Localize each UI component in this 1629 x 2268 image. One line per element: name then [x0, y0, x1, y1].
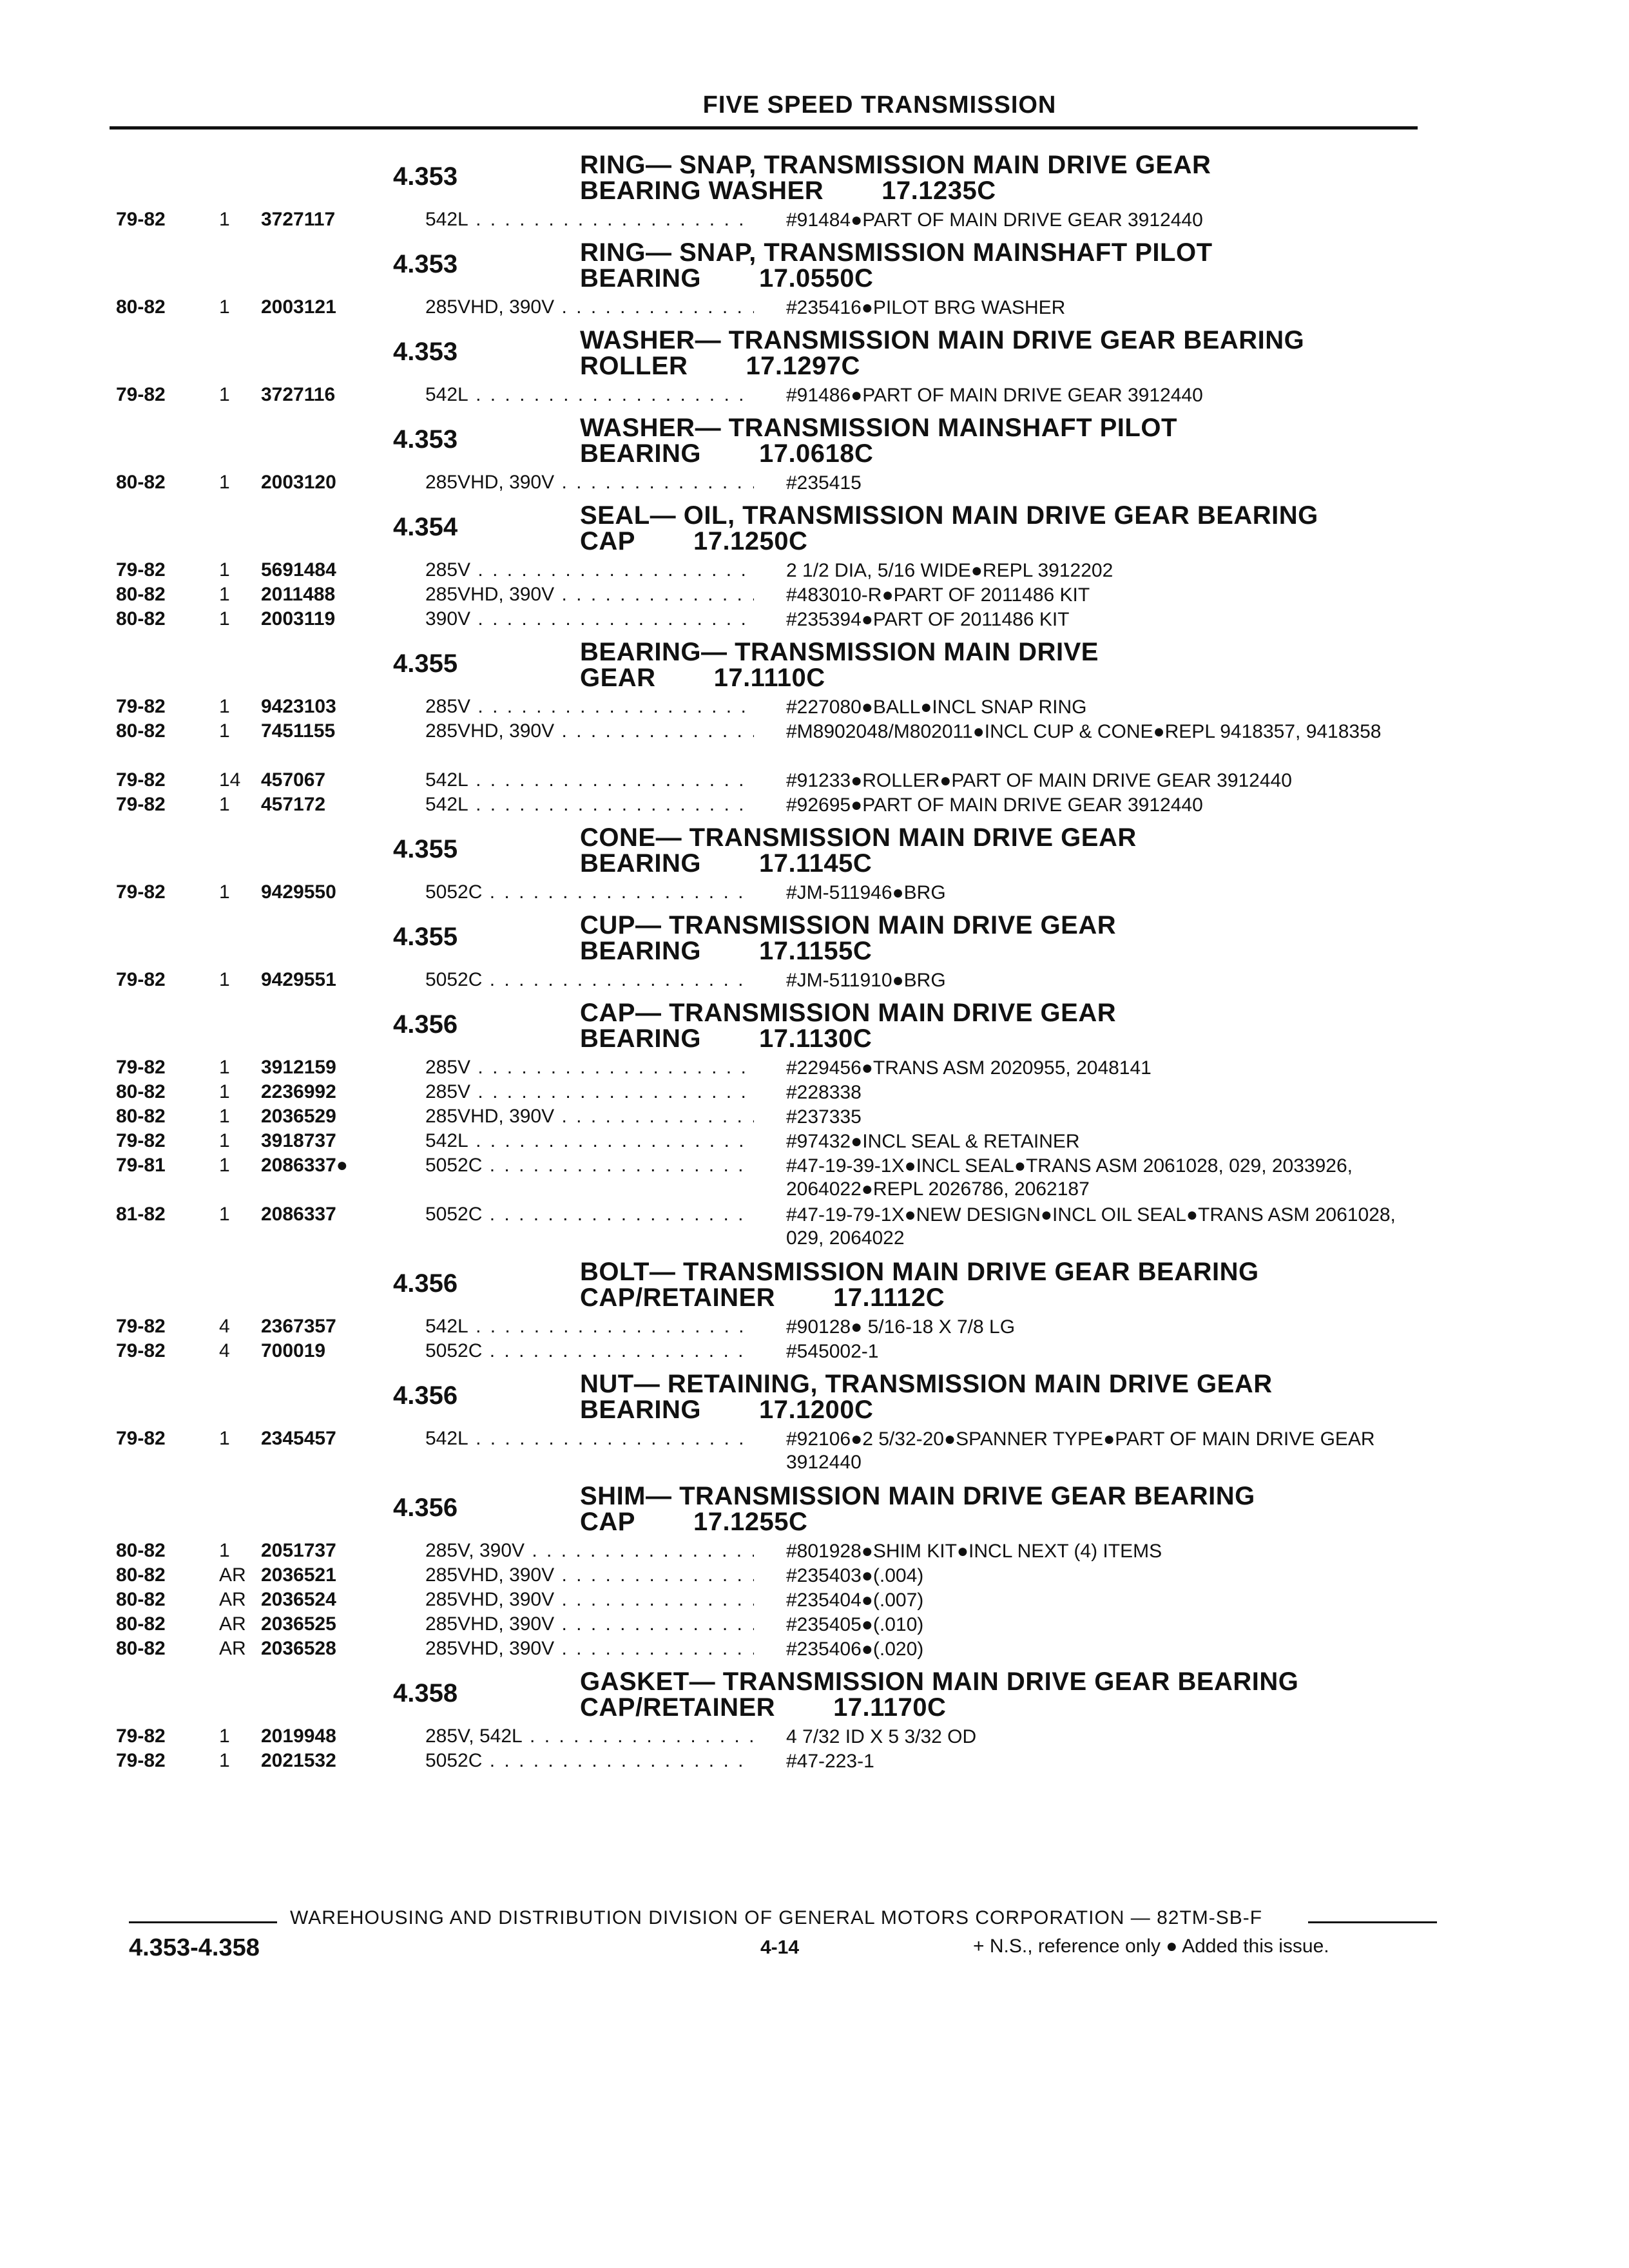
section-title-line2	[580, 938, 1116, 964]
part-description: #228338	[786, 1082, 862, 1103]
section-title-line1: CAP— TRANSMISSION MAIN DRIVE GEAR	[580, 999, 1117, 1027]
model-years: 80-82	[116, 1540, 166, 1561]
section-number: 4.353	[393, 338, 458, 366]
parts-section	[0, 240, 1629, 327]
model-years: 80-82	[116, 584, 166, 605]
part-description: #237335	[786, 1106, 862, 1128]
section-title-line2	[580, 1397, 1273, 1423]
section-title	[580, 1669, 1298, 1720]
table-row	[0, 1589, 1629, 1613]
part-description: #47-19-39-1X●INCL SEAL●TRANS ASM 2061028, 029, 2033926, 2064022●REPL 2026786, 2062187	[786, 1155, 1353, 1200]
part-number: 2003119	[261, 608, 336, 629]
section-title-line2-text: CAP/RETAINER	[580, 1693, 776, 1722]
model-years: 79-82	[116, 209, 166, 230]
part-number: 2367357	[261, 1316, 336, 1337]
parts-section	[0, 415, 1629, 503]
section-title	[580, 912, 1116, 964]
quantity: 1	[219, 1540, 230, 1561]
model-applicability: 285VHD, 390V . . .	[425, 472, 754, 494]
model-years: 79-82	[116, 1130, 166, 1151]
section-code: 17.0550C	[758, 264, 874, 293]
section-number: 4.356	[393, 1269, 458, 1298]
table-row	[0, 1081, 1629, 1106]
quantity: AR	[219, 1613, 246, 1635]
part-description: #235394●PART OF 2011486 KIT	[786, 609, 1070, 630]
part-number: 2036528	[261, 1638, 336, 1659]
model-applicability: 285VHD, 390V . . .	[425, 720, 754, 742]
page-title: FIVE SPEED TRANSMISSION	[702, 91, 1057, 119]
section-number: 4.355	[393, 923, 458, 951]
section-title	[580, 639, 1099, 691]
section-title-line2	[580, 1509, 1255, 1535]
quantity: 1	[219, 696, 230, 717]
section-title-line2	[580, 178, 1211, 204]
section-number: 4.354	[393, 513, 458, 541]
model-applicability: 5052C . . .	[425, 969, 754, 991]
quantity: 14	[219, 769, 241, 791]
parts-section	[0, 825, 1629, 912]
section-title-line1: CONE— TRANSMISSION MAIN DRIVE GEAR	[580, 823, 1137, 852]
quantity: 1	[219, 1081, 230, 1102]
section-header	[0, 327, 1629, 384]
part-description: #229456●TRANS ASM 2020955, 2048141	[786, 1057, 1152, 1079]
section-title-line2-text: BEARING	[580, 439, 701, 468]
part-number: 457172	[261, 794, 326, 815]
table-row	[0, 1204, 1629, 1253]
parts-section	[0, 639, 1629, 825]
quantity: 1	[219, 1155, 230, 1176]
quantity: 1	[219, 1725, 230, 1747]
section-title-line1: CUP— TRANSMISSION MAIN DRIVE GEAR	[580, 911, 1117, 939]
part-number: 7451155	[261, 720, 336, 742]
part-number: 3912159	[261, 1057, 336, 1078]
quantity: 1	[219, 584, 230, 605]
section-header	[0, 1259, 1629, 1316]
part-number: 2036525	[261, 1613, 336, 1635]
table-row	[0, 608, 1629, 633]
section-code: 17.1130C	[758, 1024, 872, 1053]
quantity: 1	[219, 969, 230, 990]
section-code: 17.1170C	[833, 1693, 947, 1722]
model-years: 79-82	[116, 1428, 166, 1449]
section-title-line2	[580, 528, 1318, 554]
part-number: 3727116	[261, 384, 336, 405]
footer-section-range: 4.353-4.358	[129, 1934, 260, 1961]
part-description: #47-223-1	[786, 1751, 874, 1772]
quantity: 4	[219, 1340, 230, 1361]
part-number: 9429551	[261, 969, 336, 990]
section-number: 4.356	[393, 1494, 458, 1522]
section-title	[580, 1371, 1273, 1423]
quantity: 1	[219, 720, 230, 742]
part-number: 2021532	[261, 1750, 336, 1771]
model-years: 79-82	[116, 881, 166, 903]
section-title-line2	[580, 441, 1177, 466]
part-description: #235406●(.020)	[786, 1639, 924, 1660]
model-applicability: 542L . . .	[425, 1130, 754, 1152]
model-applicability: 390V . . .	[425, 608, 754, 630]
part-number: 3918737	[261, 1130, 336, 1151]
model-applicability: 285V . . .	[425, 1057, 754, 1079]
table-row	[0, 696, 1629, 720]
quantity: 1	[219, 209, 230, 230]
quantity: 1	[219, 559, 230, 581]
section-header	[0, 1669, 1629, 1725]
model-applicability: 285VHD, 390V . . .	[425, 1589, 754, 1611]
model-applicability: 285VHD, 390V . . .	[425, 1613, 754, 1635]
part-number: 2003120	[261, 472, 336, 493]
table-row	[0, 1057, 1629, 1081]
parts-section	[0, 503, 1629, 639]
part-description: #235416●PILOT BRG WASHER	[786, 297, 1066, 318]
section-title-line2-text: CAP/RETAINER	[580, 1283, 776, 1312]
section-number: 4.356	[393, 1010, 458, 1039]
section-title-line2-text: GEAR	[580, 664, 656, 692]
part-number: 2086337●	[261, 1155, 348, 1176]
model-applicability: 285VHD, 390V . . .	[425, 1638, 754, 1660]
part-number: 2019948	[261, 1725, 336, 1747]
part-number: 700019	[261, 1340, 326, 1361]
parts-list	[0, 152, 1629, 1781]
parts-section	[0, 1371, 1629, 1483]
model-years: 80-82	[116, 472, 166, 493]
section-title-line1: RING— SNAP, TRANSMISSION MAINSHAFT PILOT	[580, 238, 1213, 267]
model-applicability: 285VHD, 390V . . .	[425, 296, 754, 318]
section-title-line1: WASHER— TRANSMISSION MAINSHAFT PILOT	[580, 414, 1177, 442]
part-description: #JM-511946●BRG	[786, 882, 946, 903]
part-description: #47-19-79-1X●NEW DESIGN●INCL OIL SEAL●TRANS ASM 2061028, 029, 2064022	[786, 1204, 1396, 1249]
section-title-line2-text: BEARING	[580, 1396, 701, 1424]
table-row	[0, 720, 1629, 769]
model-years: 80-82	[116, 1081, 166, 1102]
table-row	[0, 1613, 1629, 1638]
model-years: 79-82	[116, 1725, 166, 1747]
section-code: 17.0618C	[758, 439, 874, 468]
section-header	[0, 912, 1629, 969]
parts-section	[0, 1000, 1629, 1259]
part-number: 2011488	[261, 584, 336, 605]
part-number: 9423103	[261, 696, 336, 717]
footer-rule-right	[1308, 1921, 1437, 1923]
section-title-line2	[580, 1026, 1116, 1052]
parts-section	[0, 327, 1629, 415]
model-years: 79-82	[116, 1750, 166, 1771]
part-number: 2051737	[261, 1540, 336, 1561]
parts-section	[0, 912, 1629, 1000]
section-header	[0, 1000, 1629, 1057]
model-years: 79-82	[116, 769, 166, 791]
part-number: 2086337	[261, 1204, 336, 1225]
quantity: 1	[219, 794, 230, 815]
part-number: 2036521	[261, 1564, 336, 1586]
part-description: #235403●(.004)	[786, 1565, 924, 1586]
footer-division: WAREHOUSING AND DISTRIBUTION DIVISION OF GENERAL MOTORS CORPORATION — 82TM-SB-F	[290, 1907, 1263, 1928]
table-row	[0, 1316, 1629, 1340]
section-header	[0, 825, 1629, 881]
part-description: 2 1/2 DIA, 5/16 WIDE●REPL 3912202	[786, 560, 1113, 581]
model-applicability: 285V . . .	[425, 1081, 754, 1103]
quantity: 1	[219, 1130, 230, 1151]
part-description: #235405●(.010)	[786, 1614, 924, 1635]
section-title-line2-text: CAP	[580, 527, 635, 555]
table-row	[0, 559, 1629, 584]
section-title-line2	[580, 665, 1099, 691]
section-number: 4.355	[393, 649, 458, 678]
table-row	[0, 384, 1629, 408]
section-title-line2-text: BEARING	[580, 849, 701, 878]
quantity: 1	[219, 881, 230, 903]
part-description: #801928●SHIM KIT●INCL NEXT (4) ITEMS	[786, 1541, 1162, 1562]
model-applicability: 542L . . .	[425, 1316, 754, 1338]
part-number: 2345457	[261, 1428, 336, 1449]
model-years: 81-82	[116, 1204, 166, 1225]
section-title-line1: SHIM— TRANSMISSION MAIN DRIVE GEAR BEARING	[580, 1482, 1255, 1510]
footer-note: + N.S., reference only ● Added this issue.	[973, 1936, 1329, 1957]
section-code: 17.1145C	[758, 849, 872, 878]
model-applicability: 285V, 542L . . .	[425, 1725, 754, 1747]
section-code: 17.1155C	[758, 937, 872, 965]
model-applicability: 285VHD, 390V . . .	[425, 1106, 754, 1128]
part-description: #235404●(.007)	[786, 1590, 924, 1611]
model-years: 80-82	[116, 720, 166, 742]
model-years: 80-82	[116, 1613, 166, 1635]
table-row	[0, 881, 1629, 906]
model-years: 79-82	[116, 794, 166, 815]
section-title-line2	[580, 1695, 1298, 1720]
section-code: 17.1112C	[833, 1283, 945, 1312]
section-title-line2	[580, 1285, 1259, 1311]
table-row	[0, 1638, 1629, 1662]
model-applicability: 542L . . .	[425, 794, 754, 816]
part-description: #JM-511910●BRG	[786, 970, 946, 991]
quantity: AR	[219, 1638, 246, 1659]
model-years: 79-82	[116, 559, 166, 581]
footer-rule-left	[129, 1921, 277, 1923]
section-title	[580, 1259, 1259, 1311]
section-title-line2	[580, 850, 1137, 876]
part-number: 2036524	[261, 1589, 336, 1610]
part-description: #545002-1	[786, 1341, 879, 1362]
section-title-line2-text: BEARING	[580, 937, 701, 965]
model-years: 80-82	[116, 1638, 166, 1659]
part-description: #483010-R●PART OF 2011486 KIT	[786, 584, 1090, 606]
model-applicability: 5052C . . .	[425, 1750, 754, 1772]
quantity: 1	[219, 1057, 230, 1078]
table-row	[0, 1130, 1629, 1155]
model-years: 79-81	[116, 1155, 166, 1176]
section-number: 4.355	[393, 835, 458, 863]
model-applicability: 542L . . .	[425, 769, 754, 791]
quantity: 1	[219, 1750, 230, 1771]
model-applicability: 285V . . .	[425, 696, 754, 718]
section-title-line2	[580, 265, 1213, 291]
section-title	[580, 152, 1211, 204]
section-number: 4.358	[393, 1679, 458, 1707]
model-years: 80-82	[116, 1564, 166, 1586]
section-title	[580, 1000, 1116, 1052]
section-code: 17.1255C	[693, 1508, 808, 1536]
model-applicability: 5052C . . .	[425, 881, 754, 903]
part-number: 2036529	[261, 1106, 336, 1127]
model-years: 79-82	[116, 384, 166, 405]
parts-section	[0, 152, 1629, 240]
model-applicability: 285V, 390V . . .	[425, 1540, 754, 1562]
section-title	[580, 240, 1213, 291]
section-code: 17.1250C	[693, 527, 808, 555]
table-row	[0, 1155, 1629, 1204]
model-applicability: 5052C . . .	[425, 1204, 754, 1225]
part-number: 457067	[261, 769, 326, 791]
table-row	[0, 1564, 1629, 1589]
section-title-line1: SEAL— OIL, TRANSMISSION MAIN DRIVE GEAR BEARING	[580, 501, 1318, 530]
section-header	[0, 152, 1629, 209]
quantity: AR	[219, 1564, 246, 1586]
footer-page-number: 4-14	[760, 1937, 800, 1958]
section-title-line1: GASKET— TRANSMISSION MAIN DRIVE GEAR BEARING	[580, 1667, 1299, 1696]
section-title-line1: RING— SNAP, TRANSMISSION MAIN DRIVE GEAR	[580, 151, 1211, 179]
quantity: 1	[219, 296, 230, 318]
section-header	[0, 1371, 1629, 1428]
section-title-line2-text: BEARING	[580, 1024, 701, 1053]
model-years: 80-82	[116, 1106, 166, 1127]
section-code: 17.1297C	[746, 352, 860, 380]
table-row	[0, 1540, 1629, 1564]
model-years: 80-82	[116, 296, 166, 318]
table-row	[0, 209, 1629, 233]
header-rule	[110, 126, 1418, 130]
section-title	[580, 825, 1137, 876]
table-row	[0, 1428, 1629, 1477]
table-row	[0, 584, 1629, 608]
table-row	[0, 1106, 1629, 1130]
section-title	[580, 1483, 1255, 1535]
section-code: 17.1235C	[882, 177, 996, 205]
section-title-line1: NUT— RETAINING, TRANSMISSION MAIN DRIVE GEAR	[580, 1370, 1273, 1398]
table-row	[0, 1340, 1629, 1365]
table-row	[0, 296, 1629, 321]
section-title	[580, 415, 1177, 466]
part-description: #91484●PART OF MAIN DRIVE GEAR 3912440	[786, 209, 1203, 231]
section-title-line2	[580, 353, 1304, 379]
model-years: 79-82	[116, 969, 166, 990]
model-applicability: 285VHD, 390V . . .	[425, 584, 754, 606]
part-number: 3727117	[261, 209, 336, 230]
quantity: 1	[219, 1204, 230, 1225]
model-applicability: 5052C . . .	[425, 1340, 754, 1362]
section-title-line1: BEARING— TRANSMISSION MAIN DRIVE	[580, 638, 1099, 666]
table-row	[0, 472, 1629, 496]
section-title-line2-text: ROLLER	[580, 352, 688, 380]
part-description: #97432●INCL SEAL & RETAINER	[786, 1131, 1080, 1152]
section-header	[0, 639, 1629, 696]
quantity: 1	[219, 1428, 230, 1449]
model-years: 79-82	[116, 1340, 166, 1361]
section-number: 4.353	[393, 162, 458, 191]
quantity: 1	[219, 608, 230, 629]
quantity: 1	[219, 1106, 230, 1127]
part-description: #91233●ROLLER●PART OF MAIN DRIVE GEAR 3912440	[786, 770, 1292, 791]
model-years: 79-82	[116, 1057, 166, 1078]
model-applicability: 542L . . .	[425, 384, 754, 406]
model-years: 79-82	[116, 696, 166, 717]
part-description: #235415	[786, 472, 862, 494]
table-row	[0, 1725, 1629, 1750]
section-title	[580, 327, 1304, 379]
section-title-line2-text: BEARING WASHER	[580, 177, 824, 205]
section-title-line2-text: BEARING	[580, 264, 701, 293]
section-number: 4.353	[393, 250, 458, 278]
part-description: #92106●2 5/32-20●SPANNER TYPE●PART OF MAIN DRIVE GEAR 3912440	[786, 1428, 1375, 1473]
section-header	[0, 240, 1629, 296]
model-applicability: 542L . . .	[425, 209, 754, 231]
part-description: #91486●PART OF MAIN DRIVE GEAR 3912440	[786, 385, 1203, 406]
parts-section	[0, 1259, 1629, 1371]
quantity: 1	[219, 384, 230, 405]
part-number: 5691484	[261, 559, 336, 581]
section-number: 4.353	[393, 425, 458, 454]
model-applicability: 285V . . .	[425, 559, 754, 581]
quantity: 4	[219, 1316, 230, 1337]
table-row	[0, 969, 1629, 994]
quantity: AR	[219, 1589, 246, 1610]
part-description: #M8902048/M802011●INCL CUP & CONE●REPL 9418357, 9418358	[786, 721, 1382, 742]
section-header	[0, 415, 1629, 472]
model-applicability: 285VHD, 390V . . .	[425, 1564, 754, 1586]
model-years: 80-82	[116, 1589, 166, 1610]
part-number: 2236992	[261, 1081, 336, 1102]
model-applicability: 542L . . .	[425, 1428, 754, 1450]
model-years: 79-82	[116, 1316, 166, 1337]
section-code: 17.1110C	[713, 664, 825, 692]
part-number: 2003121	[261, 296, 336, 318]
section-code: 17.1200C	[758, 1396, 874, 1424]
part-description: 4 7/32 ID X 5 3/32 OD	[786, 1726, 977, 1747]
section-title-line1: WASHER— TRANSMISSION MAIN DRIVE GEAR BEARING	[580, 326, 1305, 354]
quantity: 1	[219, 472, 230, 493]
section-title-line1: BOLT— TRANSMISSION MAIN DRIVE GEAR BEARING	[580, 1258, 1259, 1286]
part-number: 9429550	[261, 881, 336, 903]
table-row	[0, 794, 1629, 818]
section-title-line2-text: CAP	[580, 1508, 635, 1536]
parts-section	[0, 1483, 1629, 1669]
part-description: #90128● 5/16-18 X 7/8 LG	[786, 1316, 1016, 1338]
section-header	[0, 503, 1629, 559]
model-years: 80-82	[116, 608, 166, 629]
section-number: 4.356	[393, 1381, 458, 1410]
model-applicability: 5052C . . .	[425, 1155, 754, 1177]
parts-section	[0, 1669, 1629, 1781]
section-title	[580, 503, 1318, 554]
part-description: #227080●BALL●INCL SNAP RING	[786, 697, 1087, 718]
table-row	[0, 769, 1629, 794]
section-header	[0, 1483, 1629, 1540]
part-description: #92695●PART OF MAIN DRIVE GEAR 3912440	[786, 794, 1203, 816]
table-row	[0, 1750, 1629, 1774]
